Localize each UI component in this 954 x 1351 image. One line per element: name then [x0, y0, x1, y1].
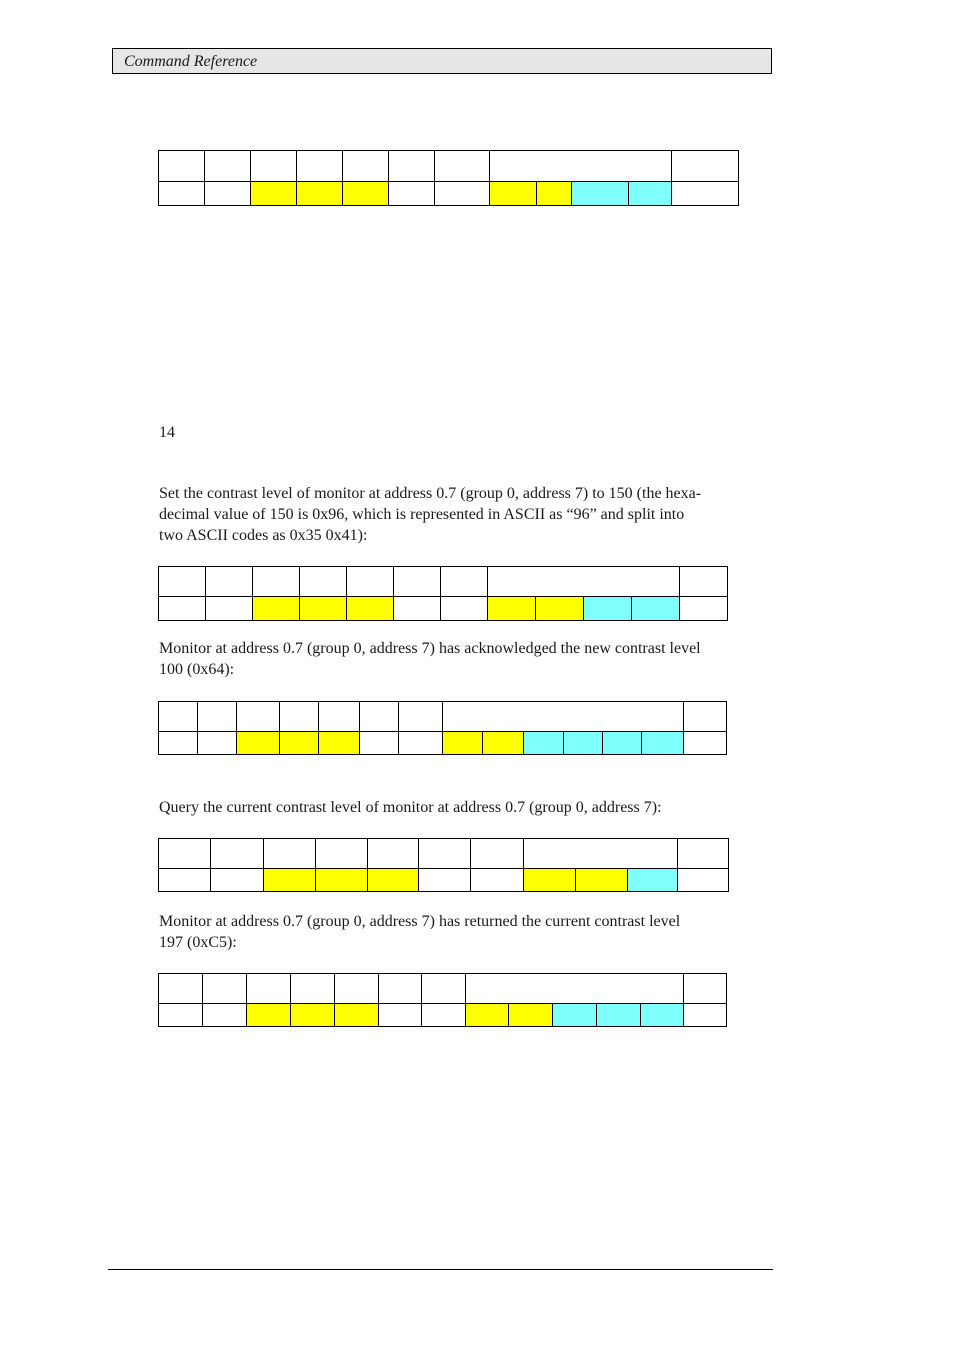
table-cell — [205, 182, 251, 206]
table-cell — [419, 869, 471, 892]
table-cell — [319, 702, 360, 732]
table-cell — [684, 732, 727, 755]
set-contrast-paragraph — [159, 483, 731, 546]
table-cell — [422, 1004, 466, 1027]
table-cell — [280, 732, 319, 755]
table-cell — [251, 151, 297, 182]
table-cell — [203, 974, 247, 1004]
table-cell — [441, 567, 488, 597]
table-cell — [641, 732, 683, 755]
table-cell — [576, 869, 628, 892]
text-line: 197 (0xC5): — [159, 934, 237, 951]
table-cell — [316, 839, 368, 869]
table-cell — [211, 869, 264, 892]
table-cell — [251, 182, 297, 206]
table-cell — [399, 732, 443, 755]
table-cell — [335, 974, 379, 1004]
table-cell — [203, 1004, 247, 1027]
running-header-title: Command Reference — [124, 53, 258, 70]
table-cell — [628, 869, 678, 892]
table-cell — [253, 597, 300, 621]
table-cell — [394, 597, 441, 621]
table-cell — [524, 839, 678, 869]
packet-table-1 — [158, 150, 739, 206]
text-line: Query the current contrast level of monitor at address 0.7 (group 0, address 7): — [159, 799, 662, 816]
table-cell — [488, 567, 680, 597]
table-cell — [343, 182, 389, 206]
table-cell — [466, 974, 684, 1004]
text-line: 100 (0x64): — [159, 661, 235, 678]
table-cell — [379, 1004, 422, 1027]
footer-rule — [108, 1269, 773, 1270]
table-cell — [672, 151, 739, 182]
table-cell — [483, 732, 523, 755]
table-cell — [198, 732, 237, 755]
table-cell — [347, 567, 394, 597]
table-cell — [159, 151, 205, 182]
table-cell — [316, 869, 368, 892]
table-cell — [247, 1004, 291, 1027]
table-cell — [471, 869, 524, 892]
table-cell — [280, 702, 319, 732]
table-cell — [680, 567, 728, 597]
table-cell — [389, 151, 435, 182]
packet-table-4 — [158, 838, 729, 892]
table-cell — [291, 1004, 335, 1027]
text-line: Monitor at address 0.7 (group 0, address 7) has acknowledged the new contrast level — [159, 640, 701, 657]
text-line: Set the contrast level of monitor at address 0.7 (group 0, address 7) to 150 (the hexa- — [159, 485, 702, 502]
table-cell — [206, 567, 253, 597]
table-cell — [422, 974, 466, 1004]
table-cell — [389, 182, 435, 206]
table-cell — [603, 732, 641, 755]
table-cell — [205, 151, 251, 182]
query-paragraph — [159, 797, 731, 818]
table-cell — [524, 869, 576, 892]
table-cell — [537, 182, 572, 206]
table-cell — [684, 1004, 727, 1027]
table-cell — [488, 597, 536, 621]
table-cell — [680, 597, 728, 621]
table-cell — [159, 597, 206, 621]
return-paragraph — [159, 911, 731, 953]
text-line: decimal value of 150 is 0x96, which is represented in ASCII as “96” and split into — [159, 506, 685, 523]
table-cell — [297, 182, 343, 206]
table-cell — [684, 702, 727, 732]
table-cell — [300, 597, 347, 621]
table-cell — [466, 1004, 509, 1027]
table-cell — [678, 839, 729, 869]
packet-table-3 — [158, 701, 727, 755]
table-cell — [335, 1004, 379, 1027]
table-cell — [360, 732, 399, 755]
table-cell — [159, 567, 206, 597]
table-cell — [237, 732, 280, 755]
table-cell — [211, 839, 264, 869]
table-cell — [490, 151, 672, 182]
table-cell — [553, 1004, 597, 1027]
table-cell — [435, 182, 490, 206]
table-cell — [684, 974, 727, 1004]
table-cell — [443, 732, 483, 755]
table-cell — [159, 1004, 203, 1027]
table-cell — [368, 839, 419, 869]
table-cell — [264, 839, 316, 869]
packet-table-2 — [158, 566, 728, 621]
table-cell — [319, 732, 360, 755]
table-cell — [394, 567, 441, 597]
page-number: 14 — [159, 424, 175, 441]
table-cell — [237, 702, 280, 732]
table-cell — [536, 597, 584, 621]
running-header — [112, 48, 772, 74]
table-cell — [379, 974, 422, 1004]
table-cell — [641, 1004, 684, 1027]
table-cell — [509, 1004, 553, 1027]
table-cell — [159, 839, 211, 869]
table-cell — [247, 974, 291, 1004]
table-cell — [360, 702, 399, 732]
table-cell — [159, 182, 205, 206]
table-cell — [523, 732, 563, 755]
table-cell — [347, 597, 394, 621]
packet-table-5 — [158, 973, 727, 1027]
table-cell — [159, 702, 198, 732]
table-cell — [343, 151, 389, 182]
table-cell — [443, 702, 684, 732]
text-line: Monitor at address 0.7 (group 0, address 7) has returned the current contrast level — [159, 913, 681, 930]
table-cell — [300, 567, 347, 597]
table-cell — [419, 839, 471, 869]
table-cell — [399, 702, 443, 732]
table-cell — [291, 974, 335, 1004]
table-cell — [632, 597, 680, 621]
table-cell — [435, 151, 490, 182]
table-cell — [368, 869, 419, 892]
table-cell — [441, 597, 488, 621]
table-cell — [471, 839, 524, 869]
table-cell — [597, 1004, 641, 1027]
table-cell — [629, 182, 672, 206]
table-cell — [206, 597, 253, 621]
text-line: two ASCII codes as 0x35 0x41): — [159, 527, 368, 544]
table-cell — [264, 869, 316, 892]
table-cell — [297, 151, 343, 182]
table-cell — [198, 702, 237, 732]
table-cell — [672, 182, 739, 206]
table-cell — [584, 597, 632, 621]
table-cell — [678, 869, 729, 892]
table-cell — [159, 974, 203, 1004]
table-cell — [490, 182, 537, 206]
table-cell — [253, 567, 300, 597]
ack-paragraph — [159, 638, 731, 680]
table-cell — [159, 869, 211, 892]
table-cell — [159, 732, 198, 755]
table-cell — [563, 732, 602, 755]
table-cell — [572, 182, 629, 206]
